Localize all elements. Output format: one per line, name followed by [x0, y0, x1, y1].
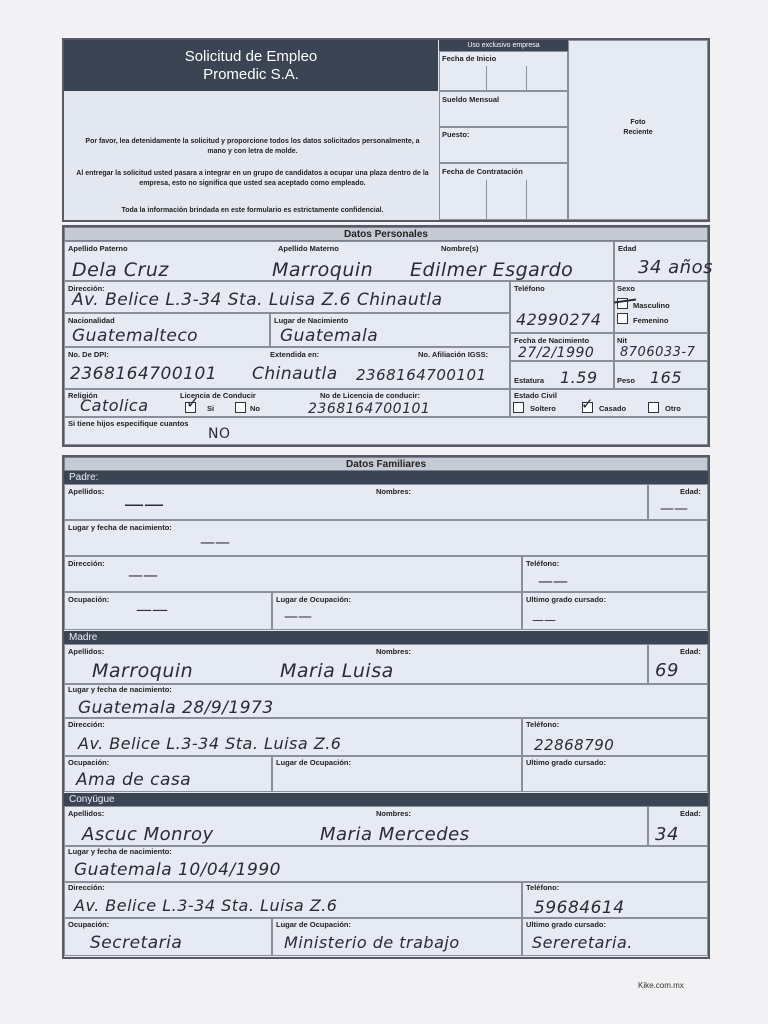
edad-value: 34 años: [638, 257, 713, 278]
conyugue-header: Conyügue: [64, 793, 708, 806]
lugar-nacimiento-label: Lugar de Nacimiento: [274, 316, 349, 325]
padre-direccion-label: Dirección:: [68, 559, 105, 568]
licencia-no-checkbox[interactable]: [235, 402, 246, 413]
direccion-value: Av. Belice L.3-34 Sta. Luisa Z.6 Chinautla: [72, 290, 443, 310]
madre-edad-value: 69: [655, 660, 679, 681]
personal-section-title: Datos Personales: [64, 227, 708, 241]
conyugue-grado-label: Ultimo grado cursado:: [526, 920, 607, 929]
hijos-value: NO: [208, 426, 231, 442]
conyugue-apellidos-label: Apellidos:: [68, 809, 105, 818]
estatura-label: Estatura: [514, 376, 545, 385]
conyugue-direccion-value: Av. Belice L.3-34 Sta. Luisa Z.6: [74, 896, 338, 915]
fecha-contratacion-divider-2: [526, 180, 527, 220]
otro-checkbox[interactable]: [648, 402, 659, 413]
madre-ocupacion-label: Ocupación:: [68, 758, 110, 767]
licencia-si-label: Si: [207, 404, 215, 413]
nombres-value: Edilmer Esgardo: [410, 259, 574, 281]
instructions-3: Toda la información brindada en este formulario es estrictamente confidencial.: [121, 207, 384, 214]
estado-civil-label: Estado Civil: [514, 391, 557, 400]
extendida-label: Extendida en:: [270, 350, 320, 359]
telefono-label: Teléfono: [514, 284, 545, 293]
conyugue-telefono-value: 59684614: [534, 898, 625, 918]
company-name: Promedic S.A.: [203, 66, 299, 83]
madre-apellidos-label: Apellidos:: [68, 647, 105, 656]
hijos-label: Si tiene hijos especifique cuantos: [68, 419, 189, 428]
licencia-no-label: No: [250, 404, 260, 413]
madre-grado-label: Ultimo grado cursado:: [526, 758, 607, 767]
telefono-value: 42990274: [516, 310, 602, 329]
madre-direccion-label: Dirección:: [68, 720, 105, 729]
igss-value: 2368164700101: [356, 366, 487, 384]
peso-value: 165: [650, 368, 683, 387]
conyugue-nombres-value: Maria Mercedes: [320, 824, 470, 845]
padre-nombres-label: Nombres:: [376, 487, 412, 496]
femenino-label: Femenino: [633, 316, 669, 325]
nacionalidad-label: Nacionalidad: [68, 316, 115, 325]
madre-ocupacion-value: Ama de casa: [76, 770, 192, 790]
religion-label: Religión: [68, 391, 98, 400]
footer-credit: Kike.com.mx: [638, 981, 684, 990]
conyugue-telefono-label: Teléfono:: [526, 883, 560, 892]
casado-label: Casado: [599, 404, 627, 413]
no-licencia-label: No de Licencia de conducir:: [320, 391, 421, 400]
conyugue-lugar-ocupacion-label: Lugar de Ocupación:: [276, 920, 352, 929]
instructions-1: Por favor, lea detenidamente la solicitud y proporcione todos los datos solicitados personalmente, a mano y con letra de molde.: [85, 138, 420, 156]
casado-check-mark: ✓: [581, 396, 594, 413]
conyugue-lugar-ocupacion-value: Ministerio de trabajo: [284, 933, 460, 952]
fecha-nacimiento-label: Fecha de Nacimiento: [514, 336, 590, 345]
madre-telefono-value: 22868790: [534, 736, 615, 754]
madre-apellidos-value: Marroquin: [92, 660, 194, 682]
padre-telefono-label: Teléfono:: [526, 559, 560, 568]
nacionalidad-value: Guatemalteco: [72, 326, 199, 346]
madre-telefono-label: Teléfono:: [526, 720, 560, 729]
padre-direccion-dash: ——: [128, 566, 158, 584]
family-section-title: Datos Familiares: [64, 457, 708, 471]
padre-header: Padre:: [64, 471, 708, 484]
madre-lugar-fecha-value: Guatemala 28/9/1973: [78, 698, 274, 718]
otro-label: Otro: [665, 404, 681, 413]
madre-direccion-value: Av. Belice L.3-34 Sta. Luisa Z.6: [78, 734, 342, 753]
no-licencia-value: 2368164700101: [308, 401, 431, 417]
padre-apellidos-dash: ——: [124, 492, 164, 516]
conyugue-lugar-fecha-label: Lugar y fecha de nacimiento:: [68, 847, 172, 856]
puesto-label: Puesto:: [442, 130, 470, 139]
conyugue-ocupacion-label: Ocupación:: [68, 920, 110, 929]
conyugue-ocupacion-value: Secretaria: [90, 933, 183, 953]
edad-label: Edad: [618, 244, 637, 253]
padre-edad-label: Edad:: [680, 487, 701, 496]
direccion-label: Dirección:: [68, 284, 105, 293]
fecha-nacimiento-value: 27/2/1990: [518, 345, 595, 361]
padre-ocupacion-label: Ocupación:: [68, 595, 110, 604]
padre-lugar-ocupacion-label: Lugar de Ocupación:: [276, 595, 352, 604]
soltero-checkbox[interactable]: [513, 402, 524, 413]
instructions-2: Al entregar la solicitud usted pasara a integrar en un grupo de candidatos a ocupar una plaza dentro de la empresa, esto no significa que usted sea aceptado como empleado.: [76, 170, 429, 188]
conyugue-nombres-label: Nombres:: [376, 809, 412, 818]
company-use-header: Uso exclusivo empresa: [439, 40, 568, 51]
madre-header: Madre: [64, 631, 708, 644]
madre-edad-label: Edad:: [680, 647, 701, 656]
soltero-label: Soltero: [530, 404, 556, 413]
form-title: Solicitud de Empleo: [184, 48, 318, 65]
padre-telefono-dash: ——: [538, 572, 568, 590]
masculino-label: Masculino: [633, 301, 670, 310]
padre-apellidos-label: Apellidos:: [68, 487, 105, 496]
extendida-value: Chinautla: [252, 364, 338, 384]
conyugue-edad-value: 34: [655, 824, 679, 845]
conyugue-grado-value: Sereretaria.: [532, 933, 633, 952]
dpi-value: 2368164700101: [70, 364, 218, 384]
padre-grado-dash: ——: [532, 613, 556, 627]
peso-label: Peso: [617, 376, 635, 385]
estatura-value: 1.59: [560, 368, 598, 387]
nit-label: Nit: [617, 336, 627, 345]
madre-nombres-label: Nombres:: [376, 647, 412, 656]
religion-value: Catolica: [80, 396, 149, 415]
apellido-materno-value: Marroquin: [272, 259, 374, 281]
fecha-inicio-label: Fecha de Inicio: [442, 54, 497, 63]
sueldo-label: Sueldo Mensual: [442, 95, 500, 104]
madre-nombres-value: Maria Luisa: [280, 660, 394, 682]
lugar-nacimiento-value: Guatemala: [280, 326, 379, 346]
igss-label: No. Afiliación IGSS:: [418, 350, 489, 359]
madre-lugar-fecha-label: Lugar y fecha de nacimiento:: [68, 685, 172, 694]
licencia-si-check-mark: ✓: [186, 395, 200, 412]
licencia-label: Licencia de Conducir: [180, 391, 256, 400]
padre-lugar-fecha-dash: ——: [200, 533, 230, 551]
padre-lugar-fecha-label: Lugar y fecha de nacimiento:: [68, 523, 172, 532]
padre-edad-dash: ——: [660, 501, 688, 517]
conyugue-apellidos-value: Ascuc Monroy: [82, 824, 214, 845]
fecha-contratacion-divider-1: [486, 180, 487, 220]
fecha-contratacion-label: Fecha de Contratación: [442, 167, 523, 176]
fecha-inicio-divider-2: [526, 66, 527, 91]
nombres-label: Nombre(s): [441, 244, 479, 253]
conyugue-lugar-fecha-value: Guatemala 10/04/1990: [74, 860, 281, 880]
madre-lugar-ocupacion-label: Lugar de Ocupación:: [276, 758, 352, 767]
photo-label: Foto Reciente: [623, 119, 653, 137]
conyugue-direccion-label: Dirección:: [68, 883, 105, 892]
padre-lugar-ocupacion-dash: ——: [284, 609, 312, 625]
sexo-label: Sexo: [617, 284, 635, 293]
apellido-materno-label: Apellido Materno: [278, 244, 339, 253]
fecha-inicio-divider-1: [486, 66, 487, 91]
apellido-paterno-label: Apellido Paterno: [68, 244, 128, 253]
dpi-label: No. De DPI:: [68, 350, 109, 359]
title-banner: [64, 40, 438, 91]
apellido-paterno-value: Dela Cruz: [72, 259, 169, 281]
conyugue-edad-label: Edad:: [680, 809, 701, 818]
femenino-checkbox[interactable]: [617, 313, 628, 324]
nit-value: 8706033-7: [620, 345, 696, 360]
padre-grado-label: Ultimo grado cursado:: [526, 595, 607, 604]
padre-ocupacion-dash: ——: [136, 600, 168, 619]
